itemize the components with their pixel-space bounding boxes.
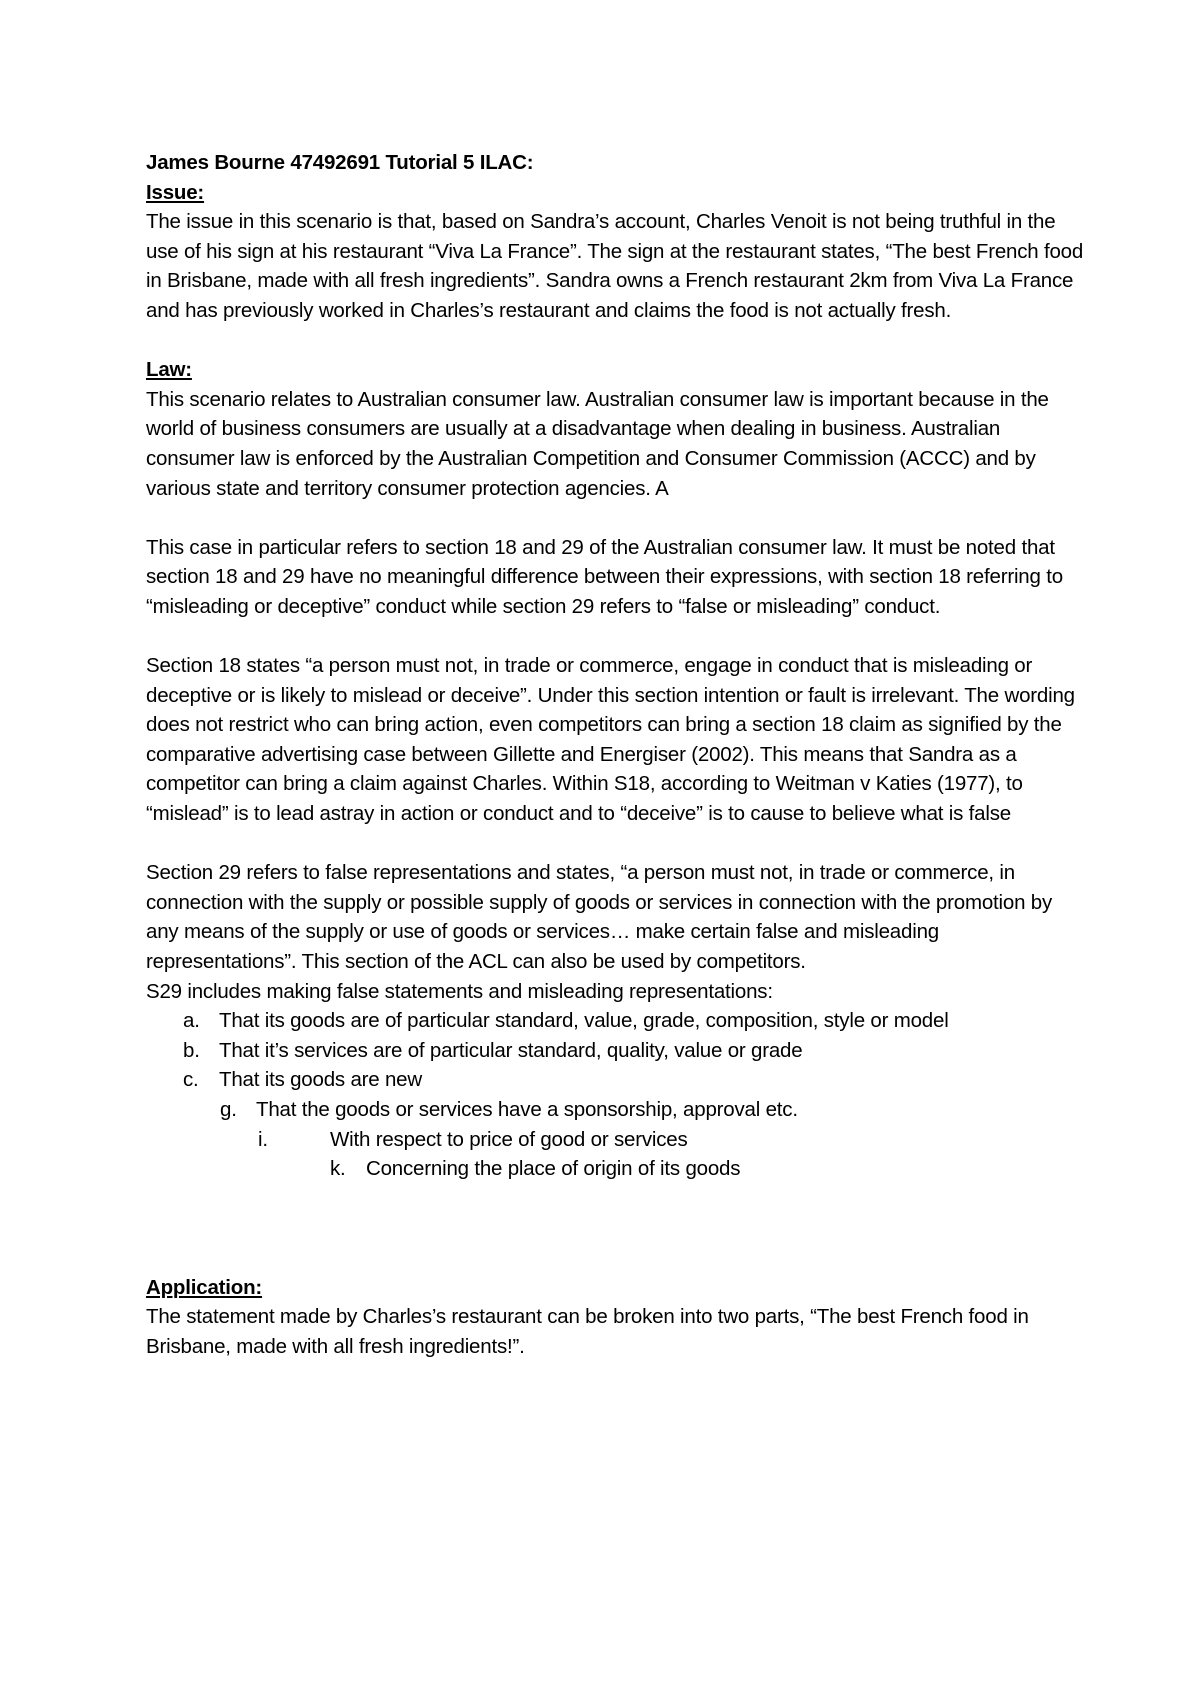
law-paragraph-sections: This case in particular refers to section 18 and 29 of the Australian consumer law. It must be noted that section 18 and 29 have no meaningful difference between their expressions, with section 18 referring to “misleading or deceptive” conduct while section 29 refers to “false or misleading” conduct. bbox=[146, 535, 1063, 618]
application-paragraph: The statement made by Charles’s restaurant can be broken into two parts, “The best French food in Brisbane, made with all fresh ingredients!”. bbox=[146, 1305, 1029, 1358]
s29-intro: S29 includes making false statements and misleading representations: bbox=[146, 979, 773, 1003]
list-marker: a. bbox=[183, 1009, 200, 1033]
s29-list-item bbox=[146, 1154, 1086, 1184]
issue-heading: Issue: bbox=[146, 180, 205, 204]
s29-list-item bbox=[146, 1065, 1086, 1095]
list-item-text: That its goods are of particular standard, value, grade, composition, style or model bbox=[219, 1009, 949, 1033]
spacer bbox=[146, 1184, 1086, 1273]
law-paragraph-intro: This scenario relates to Australian consumer law. Australian consumer law is important because in the world of business consumers are usually at a disadvantage when dealing in business. Australian consumer law is enforced by the Australian Competition and Consumer Commission (ACCC) and by various state and territory consumer protection agencies. A bbox=[146, 387, 1049, 500]
spacer bbox=[146, 503, 1086, 533]
list-item-text: That its goods are new bbox=[219, 1068, 422, 1092]
document-title: James Bourne 47492691 Tutorial 5 ILAC: bbox=[146, 151, 534, 174]
list-marker: c. bbox=[183, 1068, 199, 1092]
law-heading: Law: bbox=[146, 358, 192, 382]
list-marker: g. bbox=[220, 1098, 237, 1121]
issue-paragraph: The issue in this scenario is that, based on Sandra’s account, Charles Venoit is not being truthful in the use of his sign at his restaurant “Viva La France”. The sign at the restaurant states, “The best French food in Brisbane, made with all fresh ingredients”. Sandra owns a French restaurant 2km from Viva La France and has previously worked in Charles’s restaurant and claims the food is not actually fresh. bbox=[146, 210, 1084, 322]
document-page bbox=[146, 148, 1086, 1361]
law-paragraph-section-18: Section 18 states “a person must not, in trade or commerce, engage in conduct that is misleading or deceptive or is likely to mislead or deceive”. Under this section intention or fault is irrelevant. The wording does not restrict who can bring action, even competitors can bring a section 18 claim as signified by the comparative advertising case between Gillette and Energiser (2002). This means that Sandra as a competitor can bring a claim against Charles. Within S18, according to Weitman v Katies (1977), to “mislead” is to lead astray in action or conduct and to “deceive” is to cause to believe what is false bbox=[146, 654, 1075, 826]
list-item-text: That it’s services are of particular standard, quality, value or grade bbox=[219, 1038, 803, 1062]
spacer bbox=[146, 326, 1086, 356]
list-item-text: Concerning the place of origin of its goods bbox=[366, 1157, 741, 1181]
spacer bbox=[146, 622, 1086, 652]
list-marker: b. bbox=[183, 1038, 200, 1062]
spacer bbox=[146, 829, 1086, 859]
list-marker: k. bbox=[330, 1157, 346, 1181]
s29-list-item bbox=[146, 1006, 1086, 1036]
list-item-text: With respect to price of good or services bbox=[330, 1127, 688, 1151]
s29-list-item bbox=[146, 1036, 1086, 1066]
law-paragraph-section-29: Section 29 refers to false representations and states, “a person must not, in trade or commerce, in connection with the supply or possible supply of goods or services in connection with the promotion by any means of the supply or use of goods or services… make certain false and misleading representations”. This section of the ACL can also be used by competitors. bbox=[146, 861, 1053, 974]
s29-list-item bbox=[146, 1125, 1086, 1155]
list-marker: i. bbox=[258, 1127, 268, 1151]
s29-list-item bbox=[146, 1095, 1086, 1125]
list-item-text: That the goods or services have a sponsorship, approval etc. bbox=[256, 1098, 798, 1121]
application-heading: Application: bbox=[146, 1275, 263, 1299]
